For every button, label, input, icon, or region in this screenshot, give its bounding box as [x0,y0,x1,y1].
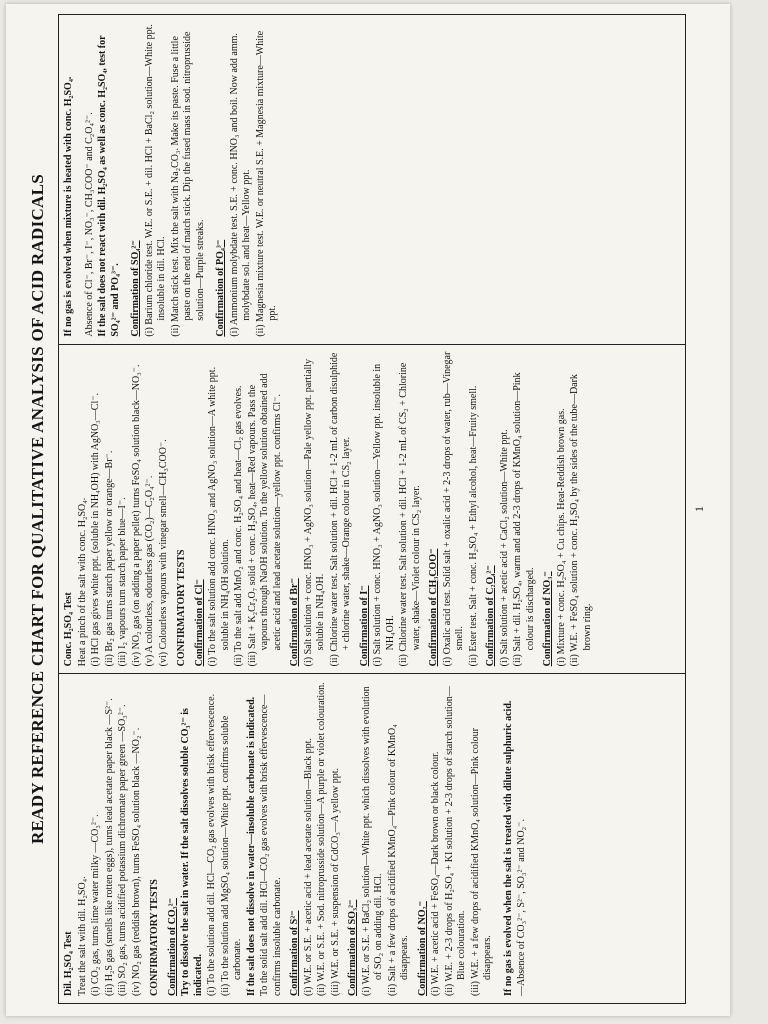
no3-heading: Confirmation of NO₃⁻ [542,571,553,667]
no3-item: (ii) W.E. + FeSO₄ solution + conc. H₂SO₄ by the sides of the tube—Dark brown ring. [569,374,593,667]
conc-item: (i) HCl gas gives white ppt. (soluble in NH₄OH) with AgNO₃—Cl⁻. [90,392,101,667]
so4-item: (ii) Match stick test. Mix the salt with Na₂CO₃. Make its paste. Fuse a little paste on the end of match stick. Dip the fused mass in sod. nitroprusside solution—Purple streaks. [169,31,206,337]
conc-item: (vi) Colourless vapours with vinegar smell—CH₃COO⁻. [157,439,169,667]
chart-title: READY REFERENCE CHART FOR QUALITATIVE ANALYSIS OF ACID RADICALS [28,173,47,845]
oxalate-item: (i) Salt solution + acetic acid + CaCl₂ solution—White ppt. [498,429,510,667]
s-item: (ii) W.E. or S.E. + Sod. nitroprusside solution—A purple or violet colouration. [316,682,327,996]
so3-item: (i) W.E. or S.E. + BaCl₂ solution—White ppt. which dissolves with evolution of SO₂ on adding dil. HCl. [360,686,384,996]
s-heading: Confirmation of S²⁻ [289,910,300,996]
cl-heading: Confirmation of Cl⁻ [193,579,205,667]
dil-h2so4-heading: Dil. H₂SO₄ Test [63,931,74,996]
cl-item: (i) To the salt solution add conc. HNO₃ and AgNO₃ solution—A white ppt. soluble in NH₄OH solution. [207,366,231,667]
conc-item: (ii) Br₂ gas turns starch paper yellow or orange—Br⁻. [103,450,115,667]
po4-heading: Confirmation of PO₄³⁻ [215,239,226,337]
dil-item: (ii) H₂S gas (smells like rotten eggs), turns lead acetate paper black —S²⁻. [103,698,115,996]
co3-insoluble: If the salt does not dissolve in water—insoluble carbonate is indicated. [245,696,257,996]
so4-item: (i) Barium chloride test. W.E. or S.E. + dil. HCl + BaCl₂ solution—White ppt. insoluble in dil. HCl. [143,24,167,337]
conc-item: (v) A colourless, odourless gas (CO₂)—C₂O₄²⁻. [144,475,155,667]
no3-item: (i) Mixture + conc. H₂SO₄ + Cu chips. Heat-Reddish brown gas. [555,408,567,667]
no2-item: (iii) W.E. + a few drops of acidified KMnO₄ solution—Pink colour disappears. [469,728,493,996]
po4-item: (ii) Magnesia mixture test. W.E. or neutral S.E. + Magnesia mixture—White ppt. [254,30,278,337]
i-item: (ii) Chlorine water test. Salt solution + dil. HCl + 1-2 mL of CS₂ + Chlorine water, shake—Violet colour in CS₂ layer. [398,362,422,667]
dil-item: (iv) NO₂ gas (reddish brown), turns FeSO₄ solution black —NO₂⁻. [130,727,142,996]
absence-note: —Absence of CO₃²⁻, S²⁻, SO₃²⁻ and NO₂⁻. [516,819,527,996]
conc-acid-column [59,345,685,675]
oxalate-heading: Confirmation of C₂O₄²⁻ [485,565,496,667]
cl-item: (ii) To the salt add MnO₂ and conc. H₂SO₄ and heat—Cl₂ gas evolves. [233,385,244,667]
acetate-item: (i) Oxalic acid test. Solid salt + oxalic acid + 2-3 drops of water, rub—Vinegar smell. [441,351,465,667]
co3-intro: Try to dissolve the salt in water. If the salt dissolves soluble CO₃²⁻ is indicated. [180,708,204,996]
s-item: (i) W.E. or S.E. + acetic acid + lead acetate solution—Black ppt. [302,738,314,996]
reference-table [58,14,686,1004]
oxalate-item: (ii) Salt + dil. H₂SO₄, warm and add 2-3 drops of KMnO₄ solution—Pink colour is discharged. [512,372,536,667]
dil-intro: Treat the salt with dil. H₂SO₄. [76,876,88,996]
dil-item: (i) CO₂ gas, turns lime water milky —CO₃²⁻. [90,814,101,996]
so4-heading: Confirmation of SO₄²⁻ [130,240,141,337]
document-page [6,4,730,1016]
co3-item: (ii) To the solution add MgSO₄ solution—White ppt. confirms soluble carbonate. [219,715,243,996]
co3-item: (i) To the solution add dil. HCl—CO₂ gas evolves with brisk effervescence. [206,693,217,996]
confirmatory-heading: CONFIRMATORY TESTS [149,879,160,996]
s-item: (iii) W.E. or S.E. + suspension of CdCO₃—A yellow ppt. [329,767,341,996]
no2-item: (ii) W.E. + 2-3 drops of H₂SO₄ + KI solution + 2-3 drops of starch solution—Blue colouration. [443,686,467,996]
conc-item: (iii) I₂ vapours turn starch paper blue—I⁻. [117,497,128,667]
br-item: (ii) Chlorine water test. Salt solution + dil. HCl + 1-2 mL of carbon disulphide + chlorine water, shake—Orange colour in CS₂ layer. [328,352,352,667]
i-item: (i) Salt solution + conc. HNO₃ + AgNO₃ solution—Yellow ppt. insoluble in NH₄OH. [372,363,396,667]
confirmatory-heading: CONFIRMATORY TESTS [176,549,187,667]
acetate-heading: Confirmation of CH₃COO⁻ [428,548,439,667]
i-heading: Confirmation of I⁻ [358,585,370,667]
br-item: (i) Salt solution + conc. HNO₃ + AgNO₃ solution—Pale yellow ppt. partially soluble in NH₄OH. [302,358,326,667]
so3-item: (ii) Salt + a few drops of acidified KMnO₄—Pink colour of KMnO₄ disappears. [386,724,410,996]
so3-heading: Confirmation of SO₃²⁻ [347,899,358,996]
co3-final: To the solid salt add dil. HCl—CO₂ gas evolves with brisk effervescence—confirms insoluble carbonate. [259,694,283,996]
acetate-item: (ii) Ester test. Salt + conc. H₂SO₄ + Ethyl alcohol, heat—Fruity smell. [467,385,479,667]
dil-item: (iii) SO₂ gas, turns acidified potassium dichromate paper green —SO₃²⁻. [117,704,128,996]
br-heading: Confirmation of Br⁻ [289,578,300,667]
no-gas-conc-note: If no gas is evolved when mixture is heated with conc. H₂SO₄. [63,76,74,337]
sulphate-phosphate-column [59,15,685,345]
test-for-so4-po4: If the salt does not react with dil. H₂SO₄ as well as conc. H₂SO₄, test for SO₄²⁻ and PO₄³⁻. [97,35,121,337]
no-gas-note: If no gas is evolved when the salt is treated with dilute sulphuric acid. [502,700,514,996]
co3-heading: Confirmation of CO₃²⁻ [166,898,178,996]
absence-note: Absence of Cl⁻, Br⁻, I⁻, NO₃⁻, CH₃COO⁻ and C₂O₄²⁻. [83,112,95,337]
cl-item: (iii) Salt + K₂Cr₂O₇ solid + conc. H₂SO₄, heat—Red vapours. Pass the vapours through NaOH solution. To the yellow solution obtained add acetic acid and lead acetate solution—yellow ppt. confirms Cl⁻. [246,373,283,667]
page-number: 1 [692,506,706,512]
rotated-chart-content [26,14,716,1004]
no2-item: (i) W.E. + acetic acid + FeSO₄—Dark brown or black colour. [430,751,441,996]
dilute-acid-column [59,674,685,1003]
po4-item: (i) Ammonium molybdate test. S.E. + conc. HNO₃ and boil. Now add amm. molybdate sol. and heat—Yellow ppt. [228,33,252,337]
conc-intro: Heat a pinch of the salt with conc. H₂SO₄. [76,497,88,667]
conc-h2so4-heading: Conc. H₂SO₄ Test [63,592,74,667]
no2-heading: Confirmation of NO₂⁻ [416,901,428,996]
conc-item: (iv) NO₂ gas (on adding a paper pellet) turns FeSO₄ solution black—NO₃⁻. [130,364,142,667]
